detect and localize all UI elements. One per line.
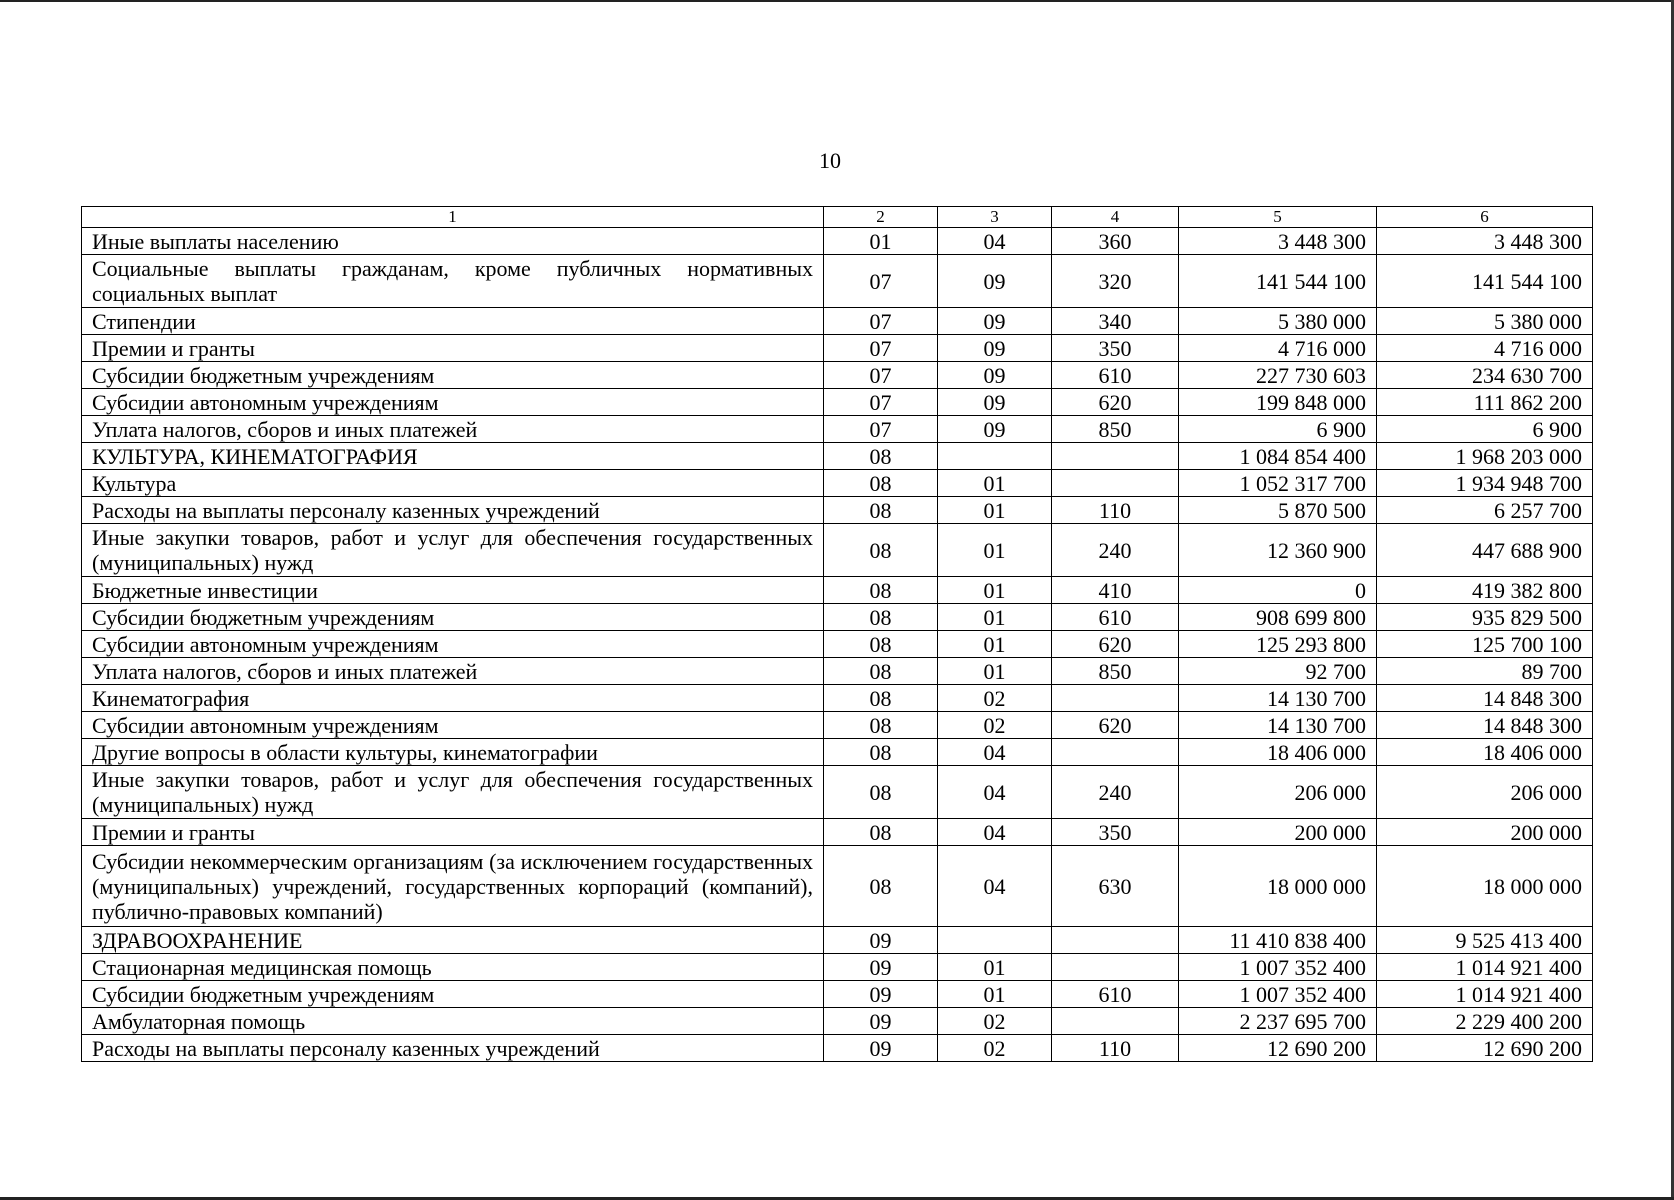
amount-col6-cell: 9 525 413 400 — [1377, 927, 1593, 954]
subsection-code-cell: 01 — [938, 954, 1052, 981]
table-row — [82, 362, 1593, 389]
amount-col5-cell: 1 007 352 400 — [1179, 954, 1377, 981]
section-code-cell: 08 — [824, 685, 938, 712]
amount-col6-cell: 6 900 — [1377, 416, 1593, 443]
table-row — [82, 954, 1593, 981]
amount-col5-cell: 200 000 — [1179, 819, 1377, 846]
table-row — [82, 604, 1593, 631]
subsection-code-cell: 02 — [938, 712, 1052, 739]
table-row — [82, 927, 1593, 954]
amount-col6-cell: 125 700 100 — [1377, 631, 1593, 658]
amount-col5-cell: 3 448 300 — [1179, 228, 1377, 255]
row-name-cell: ЗДРАВООХРАНЕНИЕ — [82, 927, 824, 954]
table-row — [82, 1008, 1593, 1035]
section-code-cell: 08 — [824, 470, 938, 497]
budget-table — [81, 206, 1593, 1062]
section-code-cell: 09 — [824, 1035, 938, 1062]
amount-col5-cell: 1 084 854 400 — [1179, 443, 1377, 470]
amount-col6-cell: 14 848 300 — [1377, 712, 1593, 739]
subsection-code-cell: 01 — [938, 981, 1052, 1008]
section-code-cell: 08 — [824, 631, 938, 658]
expense-type-cell: 360 — [1052, 228, 1179, 255]
scan-edge-top — [0, 0, 1674, 2]
section-code-cell: 08 — [824, 443, 938, 470]
row-name-cell: Премии и гранты — [82, 335, 824, 362]
subsection-code-cell: 01 — [938, 658, 1052, 685]
subsection-code-cell: 09 — [938, 362, 1052, 389]
row-name-cell: Иные закупки товаров, работ и услуг для обеспечения государственных (муниципальных) нужд — [82, 524, 824, 577]
expense-type-cell: 340 — [1052, 308, 1179, 335]
expense-type-cell: 350 — [1052, 819, 1179, 846]
row-name-cell: Субсидии некоммерческим организациям (за исключением государственных (муниципальных) учреждений, государственных корпораций (компаний), публично-правовых компаний) — [82, 846, 824, 927]
subsection-code-cell — [938, 443, 1052, 470]
expense-type-cell: 620 — [1052, 631, 1179, 658]
amount-col6-cell: 234 630 700 — [1377, 362, 1593, 389]
section-code-cell: 08 — [824, 524, 938, 577]
section-code-cell: 08 — [824, 604, 938, 631]
table-row — [82, 819, 1593, 846]
table-row — [82, 524, 1593, 577]
subsection-code-cell: 02 — [938, 685, 1052, 712]
subsection-code-cell: 09 — [938, 416, 1052, 443]
subsection-code-cell: 04 — [938, 766, 1052, 819]
amount-col5-cell: 1 052 317 700 — [1179, 470, 1377, 497]
row-name-cell: КУЛЬТУРА, КИНЕМАТОГРАФИЯ — [82, 443, 824, 470]
expense-type-cell: 610 — [1052, 981, 1179, 1008]
table-row — [82, 685, 1593, 712]
amount-col6-cell: 14 848 300 — [1377, 685, 1593, 712]
table-row — [82, 631, 1593, 658]
amount-col5-cell: 11 410 838 400 — [1179, 927, 1377, 954]
amount-col5-cell: 12 360 900 — [1179, 524, 1377, 577]
amount-col5-cell: 5 870 500 — [1179, 497, 1377, 524]
expense-type-cell: 850 — [1052, 416, 1179, 443]
amount-col5-cell: 206 000 — [1179, 766, 1377, 819]
table-row — [82, 739, 1593, 766]
header-cell: 2 — [824, 207, 938, 228]
table-row — [82, 497, 1593, 524]
amount-col5-cell: 92 700 — [1179, 658, 1377, 685]
expense-type-cell — [1052, 443, 1179, 470]
amount-col6-cell: 6 257 700 — [1377, 497, 1593, 524]
header-cell: 5 — [1179, 207, 1377, 228]
table-row — [82, 443, 1593, 470]
amount-col6-cell: 12 690 200 — [1377, 1035, 1593, 1062]
subsection-code-cell: 09 — [938, 255, 1052, 308]
row-name-cell: Субсидии бюджетным учреждениям — [82, 604, 824, 631]
subsection-code-cell: 02 — [938, 1035, 1052, 1062]
expense-type-cell: 320 — [1052, 255, 1179, 308]
amount-col6-cell: 5 380 000 — [1377, 308, 1593, 335]
amount-col6-cell: 141 544 100 — [1377, 255, 1593, 308]
amount-col5-cell: 199 848 000 — [1179, 389, 1377, 416]
subsection-code-cell: 01 — [938, 470, 1052, 497]
header-cell: 4 — [1052, 207, 1179, 228]
amount-col6-cell: 18 000 000 — [1377, 846, 1593, 927]
subsection-code-cell: 04 — [938, 819, 1052, 846]
table-row — [82, 846, 1593, 927]
amount-col5-cell: 1 007 352 400 — [1179, 981, 1377, 1008]
expense-type-cell — [1052, 739, 1179, 766]
amount-col5-cell: 18 406 000 — [1179, 739, 1377, 766]
subsection-code-cell: 09 — [938, 308, 1052, 335]
row-name-cell: Иные закупки товаров, работ и услуг для обеспечения государственных (муниципальных) нужд — [82, 766, 824, 819]
amount-col5-cell: 6 900 — [1179, 416, 1377, 443]
section-code-cell: 08 — [824, 819, 938, 846]
row-name-cell: Субсидии бюджетным учреждениям — [82, 981, 824, 1008]
table-row — [82, 1035, 1593, 1062]
expense-type-cell: 620 — [1052, 712, 1179, 739]
row-name-cell: Культура — [82, 470, 824, 497]
row-name-cell: Стационарная медицинская помощь — [82, 954, 824, 981]
section-code-cell: 09 — [824, 927, 938, 954]
amount-col5-cell: 14 130 700 — [1179, 712, 1377, 739]
section-code-cell: 08 — [824, 497, 938, 524]
table-row — [82, 255, 1593, 308]
section-code-cell: 08 — [824, 846, 938, 927]
amount-col6-cell: 2 229 400 200 — [1377, 1008, 1593, 1035]
section-code-cell: 09 — [824, 954, 938, 981]
table-row — [82, 981, 1593, 1008]
amount-col6-cell: 1 934 948 700 — [1377, 470, 1593, 497]
row-name-cell: Другие вопросы в области культуры, кинематографии — [82, 739, 824, 766]
section-code-cell: 08 — [824, 739, 938, 766]
amount-col5-cell: 12 690 200 — [1179, 1035, 1377, 1062]
amount-col6-cell: 18 406 000 — [1377, 739, 1593, 766]
table-row — [82, 577, 1593, 604]
page-number: 10 — [819, 148, 841, 173]
expense-type-cell: 850 — [1052, 658, 1179, 685]
amount-col6-cell: 89 700 — [1377, 658, 1593, 685]
expense-type-cell: 610 — [1052, 362, 1179, 389]
amount-col6-cell: 200 000 — [1377, 819, 1593, 846]
row-name-cell: Премии и гранты — [82, 819, 824, 846]
expense-type-cell: 110 — [1052, 1035, 1179, 1062]
table-row — [82, 335, 1593, 362]
table-row — [82, 416, 1593, 443]
expense-type-cell: 110 — [1052, 497, 1179, 524]
amount-col5-cell: 908 699 800 — [1179, 604, 1377, 631]
amount-col5-cell: 227 730 603 — [1179, 362, 1377, 389]
amount-col6-cell: 4 716 000 — [1377, 335, 1593, 362]
amount-col6-cell: 3 448 300 — [1377, 228, 1593, 255]
table-header-row — [82, 207, 1593, 228]
subsection-code-cell: 01 — [938, 497, 1052, 524]
amount-col6-cell: 1 968 203 000 — [1377, 443, 1593, 470]
row-name-cell: Субсидии автономным учреждениям — [82, 712, 824, 739]
amount-col5-cell: 141 544 100 — [1179, 255, 1377, 308]
expense-type-cell — [1052, 470, 1179, 497]
table-row — [82, 712, 1593, 739]
table-row — [82, 389, 1593, 416]
row-name-cell: Кинематография — [82, 685, 824, 712]
section-code-cell: 09 — [824, 981, 938, 1008]
row-name-cell: Субсидии бюджетным учреждениям — [82, 362, 824, 389]
expense-type-cell: 240 — [1052, 766, 1179, 819]
amount-col6-cell: 419 382 800 — [1377, 577, 1593, 604]
section-code-cell: 07 — [824, 416, 938, 443]
subsection-code-cell: 09 — [938, 389, 1052, 416]
row-name-cell: Иные выплаты населению — [82, 228, 824, 255]
subsection-code-cell: 04 — [938, 846, 1052, 927]
subsection-code-cell — [938, 927, 1052, 954]
row-name-cell: Амбулаторная помощь — [82, 1008, 824, 1035]
section-code-cell: 01 — [824, 228, 938, 255]
section-code-cell: 07 — [824, 362, 938, 389]
row-name-cell: Расходы на выплаты персоналу казенных учреждений — [82, 1035, 824, 1062]
section-code-cell: 07 — [824, 308, 938, 335]
row-name-cell: Субсидии автономным учреждениям — [82, 631, 824, 658]
amount-col5-cell: 125 293 800 — [1179, 631, 1377, 658]
subsection-code-cell: 01 — [938, 631, 1052, 658]
row-name-cell: Стипендии — [82, 308, 824, 335]
amount-col5-cell: 4 716 000 — [1179, 335, 1377, 362]
section-code-cell: 08 — [824, 658, 938, 685]
table-row — [82, 228, 1593, 255]
amount-col6-cell: 1 014 921 400 — [1377, 954, 1593, 981]
expense-type-cell: 630 — [1052, 846, 1179, 927]
section-code-cell: 08 — [824, 712, 938, 739]
subsection-code-cell: 04 — [938, 739, 1052, 766]
expense-type-cell: 610 — [1052, 604, 1179, 631]
amount-col5-cell: 18 000 000 — [1179, 846, 1377, 927]
subsection-code-cell: 01 — [938, 524, 1052, 577]
amount-col5-cell: 2 237 695 700 — [1179, 1008, 1377, 1035]
subsection-code-cell: 09 — [938, 335, 1052, 362]
header-cell: 1 — [82, 207, 824, 228]
row-name-cell: Расходы на выплаты персоналу казенных учреждений — [82, 497, 824, 524]
expense-type-cell: 620 — [1052, 389, 1179, 416]
amount-col6-cell: 447 688 900 — [1377, 524, 1593, 577]
expense-type-cell: 240 — [1052, 524, 1179, 577]
subsection-code-cell: 01 — [938, 577, 1052, 604]
section-code-cell: 09 — [824, 1008, 938, 1035]
header-cell: 3 — [938, 207, 1052, 228]
row-name-cell: Уплата налогов, сборов и иных платежей — [82, 658, 824, 685]
expense-type-cell: 410 — [1052, 577, 1179, 604]
expense-type-cell — [1052, 685, 1179, 712]
subsection-code-cell: 01 — [938, 604, 1052, 631]
section-code-cell: 08 — [824, 766, 938, 819]
row-name-cell: Субсидии автономным учреждениям — [82, 389, 824, 416]
amount-col6-cell: 1 014 921 400 — [1377, 981, 1593, 1008]
amount-col5-cell: 5 380 000 — [1179, 308, 1377, 335]
amount-col5-cell: 0 — [1179, 577, 1377, 604]
table-row — [82, 766, 1593, 819]
table-row — [82, 470, 1593, 497]
subsection-code-cell: 04 — [938, 228, 1052, 255]
amount-col5-cell: 14 130 700 — [1179, 685, 1377, 712]
table-row — [82, 658, 1593, 685]
header-cell: 6 — [1377, 207, 1593, 228]
expense-type-cell — [1052, 1008, 1179, 1035]
section-code-cell: 08 — [824, 577, 938, 604]
table-row — [82, 308, 1593, 335]
amount-col6-cell: 206 000 — [1377, 766, 1593, 819]
amount-col6-cell: 111 862 200 — [1377, 389, 1593, 416]
section-code-cell: 07 — [824, 255, 938, 308]
amount-col6-cell: 935 829 500 — [1377, 604, 1593, 631]
row-name-cell: Бюджетные инвестиции — [82, 577, 824, 604]
row-name-cell: Социальные выплаты гражданам, кроме публичных нормативных социальных выплат — [82, 255, 824, 308]
section-code-cell: 07 — [824, 335, 938, 362]
row-name-cell: Уплата налогов, сборов и иных платежей — [82, 416, 824, 443]
section-code-cell: 07 — [824, 389, 938, 416]
expense-type-cell: 350 — [1052, 335, 1179, 362]
subsection-code-cell: 02 — [938, 1008, 1052, 1035]
expense-type-cell — [1052, 927, 1179, 954]
expense-type-cell — [1052, 954, 1179, 981]
